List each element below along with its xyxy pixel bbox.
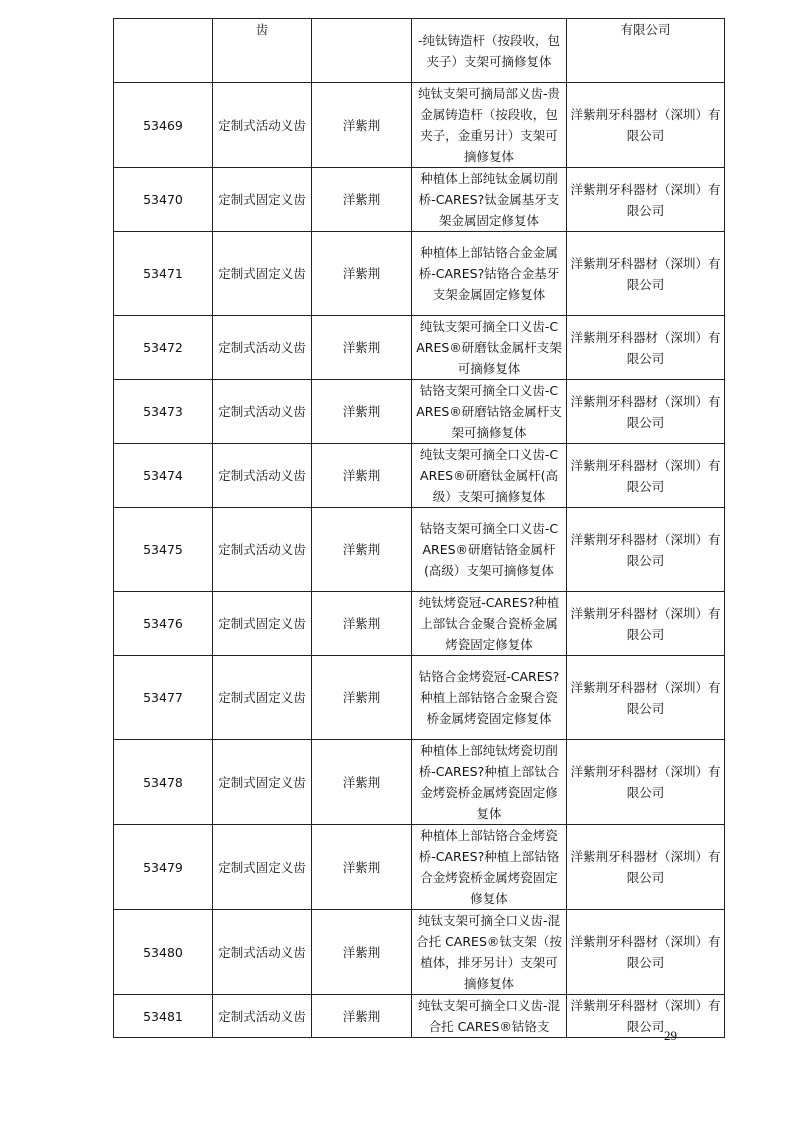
row-number-cell: 53474 <box>114 444 213 508</box>
brand-cell: 洋紫荆 <box>312 995 412 1038</box>
product-name-cell: 纯钛支架可摘全口义齿-CARES®研磨钛金属杆支架可摘修复体 <box>412 316 567 380</box>
table-row <box>114 656 725 740</box>
category-cell: 定制式固定义齿 <box>213 656 312 740</box>
category-cell: 定制式活动义齿 <box>213 508 312 592</box>
table-row <box>114 825 725 910</box>
row-number-cell: 53478 <box>114 740 213 825</box>
table-row <box>114 83 725 168</box>
product-name-cell: 种植体上部纯钛烤瓷切削桥-CARES?种植上部钛合金烤瓷桥金属烤瓷固定修复体 <box>412 740 567 825</box>
brand-cell: 洋紫荆 <box>312 83 412 168</box>
table-row <box>114 740 725 825</box>
category-cell: 定制式活动义齿 <box>213 380 312 444</box>
company-cell: 洋紫荆牙科器材（深圳）有限公司 <box>567 83 725 168</box>
row-number-cell: 53470 <box>114 168 213 232</box>
company-cell: 洋紫荆牙科器材（深圳）有限公司 <box>567 232 725 316</box>
table-row <box>114 995 725 1038</box>
product-name-cell: 钴铬支架可摘全口义齿-CARES®研磨钴铬金属杆(高级）支架可摘修复体 <box>412 508 567 592</box>
brand-cell: 洋紫荆 <box>312 316 412 380</box>
table-row <box>114 19 725 83</box>
company-cell: 洋紫荆牙科器材（深圳）有限公司 <box>567 740 725 825</box>
table-row <box>114 910 725 995</box>
brand-cell: 洋紫荆 <box>312 910 412 995</box>
company-cell: 洋紫荆牙科器材（深圳）有限公司 <box>567 508 725 592</box>
category-cell: 定制式活动义齿 <box>213 910 312 995</box>
category-cell: 定制式固定义齿 <box>213 168 312 232</box>
category-cell: 定制式固定义齿 <box>213 825 312 910</box>
row-number-cell: 53472 <box>114 316 213 380</box>
brand-cell: 洋紫荆 <box>312 444 412 508</box>
product-name-cell: 种植体上部钴铬合金金属桥-CARES?钴铬合金基牙支架金属固定修复体 <box>412 232 567 316</box>
row-number-cell: 53471 <box>114 232 213 316</box>
product-name-cell: 纯钛支架可摘局部义齿-贵金属铸造杆（按段收，包夹子，金重另计）支架可摘修复体 <box>412 83 567 168</box>
product-name-cell: 钴铬合金烤瓷冠-CARES?种植上部钴铬合金聚合瓷桥金属烤瓷固定修复体 <box>412 656 567 740</box>
row-number-cell: 53477 <box>114 656 213 740</box>
brand-cell: 洋紫荆 <box>312 825 412 910</box>
product-name-cell: 纯钛支架可摘全口义齿-混合托 CARES®钴铬支 <box>412 995 567 1038</box>
brand-cell: 洋紫荆 <box>312 740 412 825</box>
product-name-cell: 纯钛支架可摘全口义齿-混合托 CARES®钛支架（按植体，排牙另计）支架可摘修复体 <box>412 910 567 995</box>
company-cell: 洋紫荆牙科器材（深圳）有限公司 <box>567 592 725 656</box>
row-number-cell: 53481 <box>114 995 213 1038</box>
table-row <box>114 316 725 380</box>
brand-cell: 洋紫荆 <box>312 232 412 316</box>
registry-table <box>113 18 725 1038</box>
product-name-cell: 纯钛烤瓷冠-CARES?种植上部钛合金聚合瓷桥金属烤瓷固定修复体 <box>412 592 567 656</box>
company-cell: 洋紫荆牙科器材（深圳）有限公司 <box>567 316 725 380</box>
table-row <box>114 232 725 316</box>
company-cell: 洋紫荆牙科器材（深圳）有限公司 <box>567 995 725 1038</box>
brand-cell: 洋紫荆 <box>312 592 412 656</box>
brand-cell: 洋紫荆 <box>312 508 412 592</box>
table-row <box>114 444 725 508</box>
row-number-cell: 53480 <box>114 910 213 995</box>
category-cell: 定制式固定义齿 <box>213 592 312 656</box>
table-row <box>114 168 725 232</box>
product-name-cell: -纯钛铸造杆（按段收，包夹子）支架可摘修复体 <box>412 19 567 83</box>
category-cell: 定制式活动义齿 <box>213 316 312 380</box>
company-cell: 洋紫荆牙科器材（深圳）有限公司 <box>567 825 725 910</box>
row-number-cell: 53476 <box>114 592 213 656</box>
company-cell: 洋紫荆牙科器材（深圳）有限公司 <box>567 444 725 508</box>
product-name-cell: 钴铬支架可摘全口义齿-CARES®研磨钴铬金属杆支架可摘修复体 <box>412 380 567 444</box>
brand-cell: 洋紫荆 <box>312 656 412 740</box>
category-cell: 定制式固定义齿 <box>213 740 312 825</box>
product-name-cell: 纯钛支架可摘全口义齿-CARES®研磨钛金属杆(高级）支架可摘修复体 <box>412 444 567 508</box>
table-row <box>114 592 725 656</box>
category-cell: 定制式活动义齿 <box>213 83 312 168</box>
category-cell: 定制式固定义齿 <box>213 232 312 316</box>
row-number-cell: 53479 <box>114 825 213 910</box>
brand-cell <box>312 19 412 83</box>
row-number-cell: 53473 <box>114 380 213 444</box>
row-number-cell: 53469 <box>114 83 213 168</box>
page-number: 29 <box>664 1028 677 1043</box>
row-number-cell: 53475 <box>114 508 213 592</box>
category-cell: 定制式活动义齿 <box>213 995 312 1038</box>
row-number-cell <box>114 19 213 83</box>
category-cell: 定制式活动义齿 <box>213 444 312 508</box>
brand-cell: 洋紫荆 <box>312 380 412 444</box>
company-cell: 洋紫荆牙科器材（深圳）有限公司 <box>567 910 725 995</box>
company-cell: 洋紫荆牙科器材（深圳）有限公司 <box>567 380 725 444</box>
table-row <box>114 380 725 444</box>
product-name-cell: 种植体上部钴铬合金烤瓷桥-CARES?种植上部钴铬合金烤瓷桥金属烤瓷固定修复体 <box>412 825 567 910</box>
company-cell: 洋紫荆牙科器材（深圳）有限公司 <box>567 656 725 740</box>
table-row <box>114 508 725 592</box>
company-cell: 有限公司 <box>567 19 725 83</box>
category-cell: 齿 <box>213 19 312 83</box>
product-name-cell: 种植体上部纯钛金属切削桥-CARES?钛金属基牙支架金属固定修复体 <box>412 168 567 232</box>
company-cell: 洋紫荆牙科器材（深圳）有限公司 <box>567 168 725 232</box>
brand-cell: 洋紫荆 <box>312 168 412 232</box>
